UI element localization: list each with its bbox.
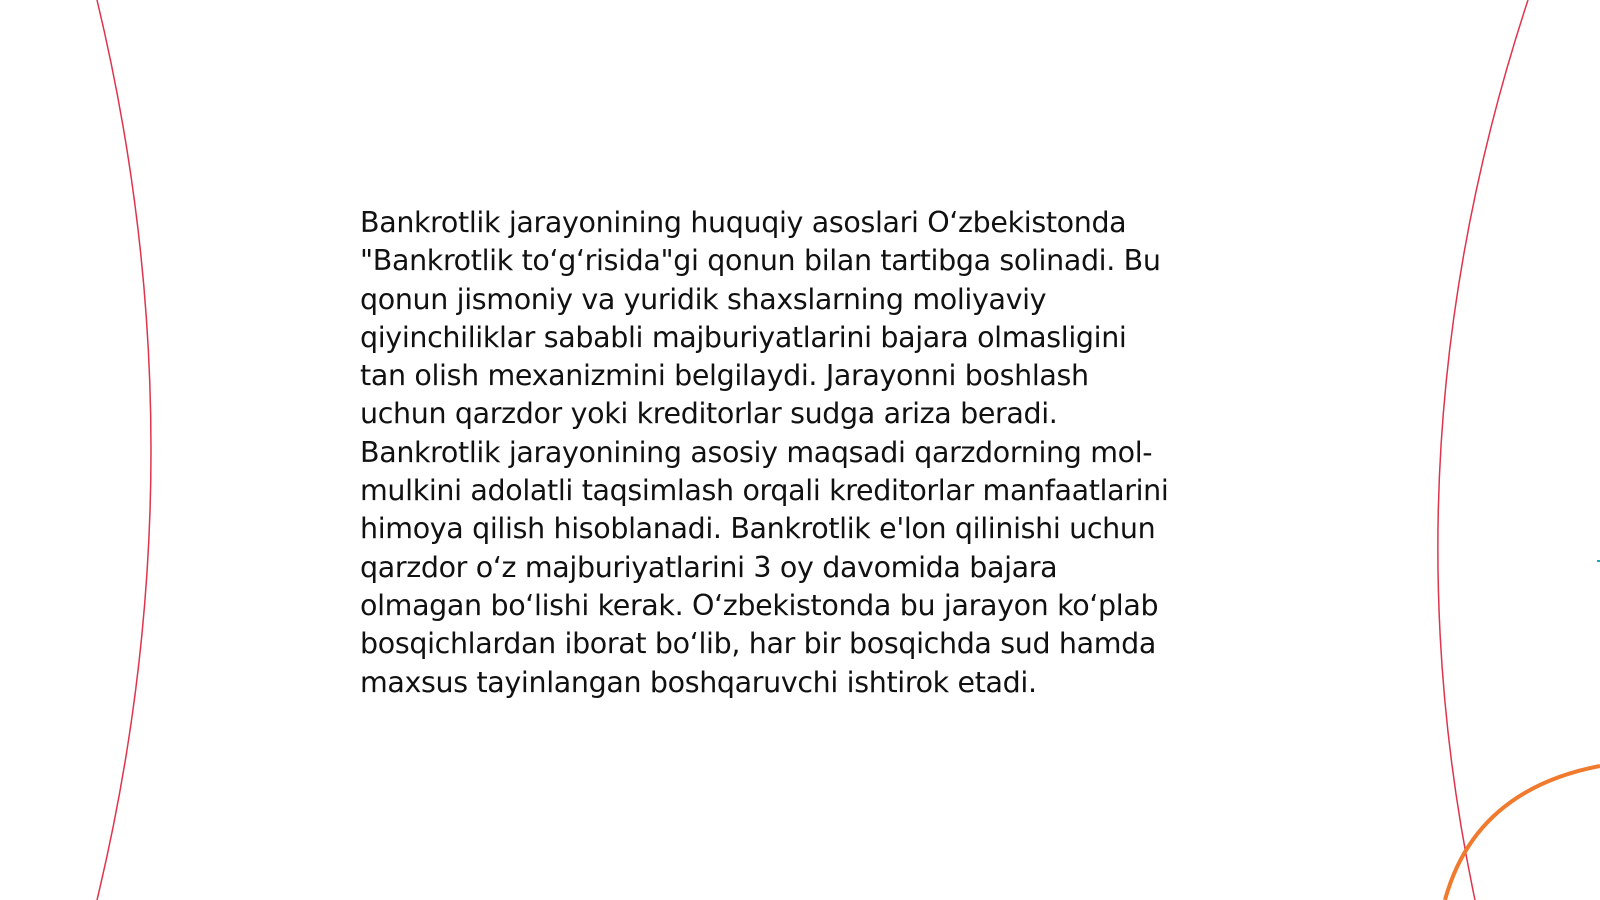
right-curve-line — [1438, 0, 1528, 900]
orange-arc — [1445, 766, 1600, 900]
left-curve-line — [97, 0, 151, 900]
body-paragraph: Bankrotlik jarayonining huquqiy asoslari O‘zbekistonda "Bankrotlik to‘g‘risida"gi qonun bilan tartibga solinadi. Bu qonun jismoniy va yuridik shaxslarning moliyaviy qiyinchiliklar sababli majburiyatlarini bajara olmasligini tan olish mexanizmini belgilaydi. Jarayonni boshlash uchun qarzdor yoki kreditorlar sudga ariza beradi. Bankrotlik jarayonining asosiy maqsadi qarzdorning mol- mulkini adolatli taqsimlash orqali kreditorlar manfaatlarini himoya qilish hisoblanadi. Bankrotlik e'lon qilinishi uchun qarzdor o‘z majburiyatlarini 3 oy davomida bajara olmagan bo‘lishi kerak. O‘zbekistonda bu jarayon ko‘plab bosqichlardan iborat bo‘lib, har bir bosqichda sud hamda maxsus tayinlangan boshqaruvchi ishtirok etadi. — [360, 206, 1169, 699]
